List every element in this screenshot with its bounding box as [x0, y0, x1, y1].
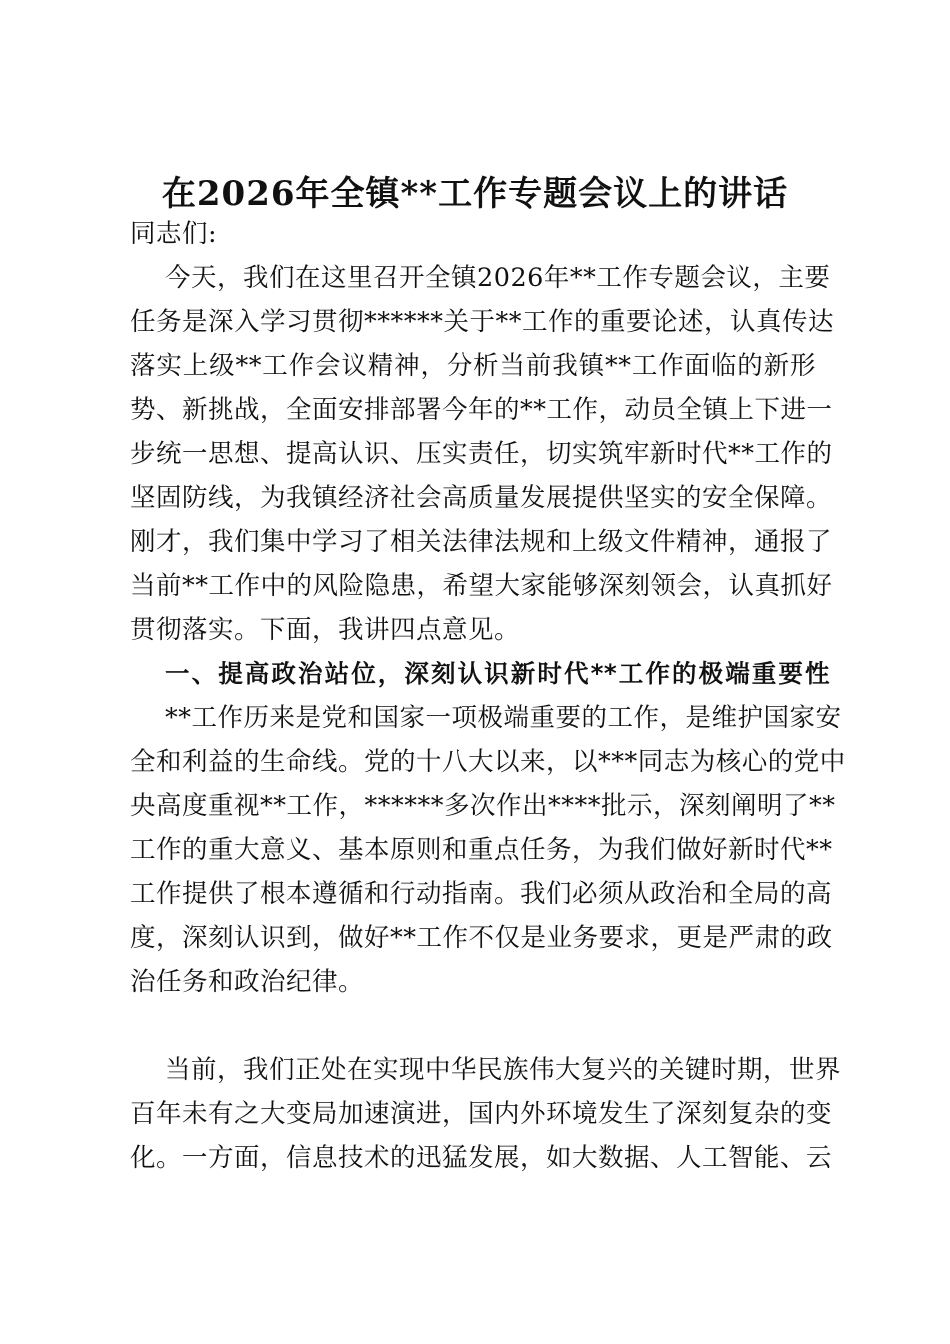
section-heading: 一、提高政治站位，深刻认识新时代**工作的极端重要性 [165, 659, 830, 688]
paragraph-line: 度，深刻认识到，做好**工作不仅是业务要求，更是严肃的政 [130, 923, 833, 953]
paragraph-line: 势、新挑战，全面安排部署今年的**工作，动员全镇上下进一 [130, 395, 833, 425]
paragraph-line: 化。一方面，信息技术的迅猛发展，如大数据、人工智能、云 [130, 1143, 833, 1173]
paragraph-line: 任务是深入学习贯彻******关于**工作的重要论述，认真传达 [130, 307, 835, 337]
paragraph-line: 步统一思想、提高认识、压实责任，切实筑牢新时代**工作的 [130, 439, 833, 469]
page-title: 在2026年全镇**工作专题会议上的讲话 [161, 174, 789, 214]
paragraph-line: 治任务和政治纪律。 [130, 967, 365, 997]
paragraph-line: 百年未有之大变局加速演进，国内外环境发生了深刻复杂的变 [130, 1099, 833, 1129]
paragraph-line: 当前，我们正处在实现中华民族伟大复兴的关键时期，世界 [165, 1055, 842, 1085]
paragraph-line: 贯彻落实。下面，我讲四点意见。 [130, 615, 521, 645]
paragraph-line: 刚才，我们集中学习了相关法律法规和上级文件精神，通报了 [130, 527, 833, 557]
paragraph-line: 落实上级**工作会议精神，分析当前我镇**工作面临的新形 [130, 351, 816, 381]
paragraph-line: 全和利益的生命线。党的十八大以来，以***同志为核心的党中 [130, 747, 846, 777]
paragraph-line: **工作历来是党和国家一项极端重要的工作，是维护国家安 [165, 703, 842, 733]
paragraph-line: 坚固防线，为我镇经济社会高质量发展提供坚实的安全保障。 [130, 483, 833, 513]
paragraph-line: 工作的重大意义、基本原则和重点任务，为我们做好新时代** [130, 835, 833, 865]
paragraph-line: 当前**工作中的风险隐患，希望大家能够深刻领会，认真抓好 [130, 571, 833, 601]
paragraph-line: 央高度重视**工作，******多次作出****批示，深刻阐明了** [130, 791, 836, 821]
paragraph-line: 工作提供了根本遵循和行动指南。我们必须从政治和全局的高 [130, 879, 833, 909]
paragraph-line: 今天，我们在这里召开全镇2026年**工作专题会议，主要 [165, 263, 831, 293]
salutation: 同志们: [130, 219, 218, 249]
